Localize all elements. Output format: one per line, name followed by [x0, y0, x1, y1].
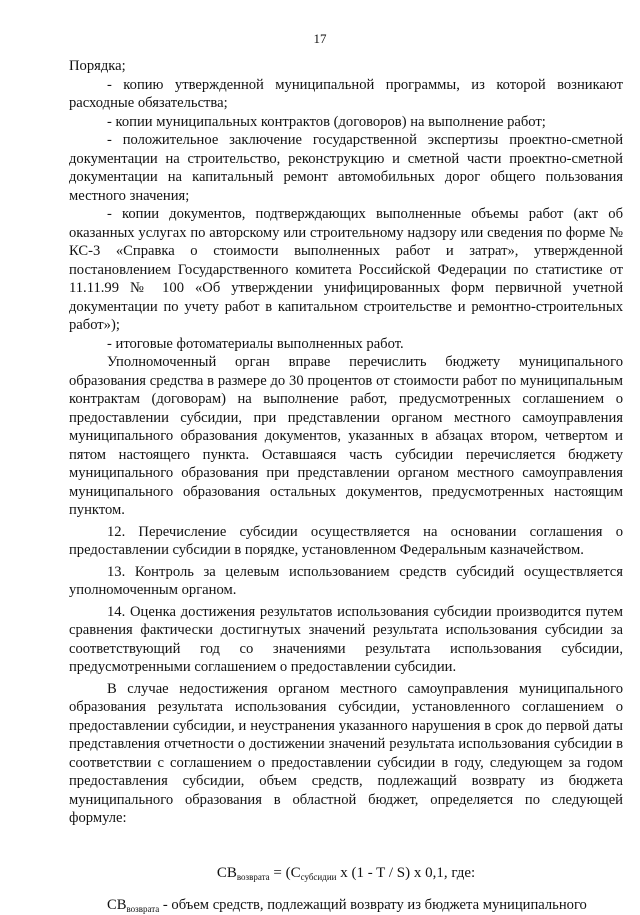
- list-item: - копии документов, подтверждающих выполненные объемы работ (акт об оказанных услугах по авторскому или строительному надзору или сведения по форме № КС-3 «Справка о стоимости выполненных работ и затрат», утвержденной постановлением Государственного комитета Российской Федерации по статистике от 11.11.99 № 100 «Об утверждении унифицированных форм первичной учетной документации по учету работ в капитальном строительстве и ремонтно-строительных работ»);: [69, 206, 623, 333]
- formula: [69, 864, 623, 883]
- paragraph: Уполномоченный орган вправе перечислить бюджету муниципального образования средства в размере до 30 процентов от стоимости работ по муниципальным контрактам (договорам) на выполнение работ, предусмотренных соглашением о предоставлении субсидии, при представлении органом местного самоуправления муниципального образования документов, указанных в абзацах втором, четвертом и пятом настоящего пункта. Оставшаяся часть субсидии перечисляется бюджету муниципального образования при представлении органом местного самоуправления муниципального образования остальных документов, предусмотренных настоящим пунктом.: [69, 354, 623, 518]
- formula-rest: x (1 - T / S) x 0,1, где:: [336, 864, 476, 881]
- page-number: 17: [313, 31, 327, 46]
- paragraph-12: 12. Перечисление субсидии осуществляется на основании соглашения о предоставлении субсидии в порядке, установленном Федеральным казначейством.: [69, 523, 623, 558]
- definition-term-subscript: возврата: [126, 904, 160, 914]
- formula-eq: = (С: [269, 864, 301, 881]
- definition-text: - объем средств, подлежащий возврату из бюджета муниципального: [159, 897, 587, 913]
- list-item: - копии муниципальных контрактов (договоров) на выполнение работ;: [107, 113, 546, 130]
- list-item: - итоговые фотоматериалы выполненных работ.: [107, 335, 404, 352]
- paragraph-14: 14. Оценка достижения результатов использования субсидии производится путем сравнения фактически достигнутых значений результата использования субсидии за соответствующий год со значениями результата использования субсидии, предусмотренными соглашением о предоставлении субсидии.: [69, 603, 623, 675]
- paragraph: Порядка;: [69, 58, 126, 74]
- list-item: - копию утвержденной муниципальной программы, из которой возникают расходные обязательства;: [69, 76, 623, 111]
- paragraph-13: 13. Контроль за целевым использованием средств субсидий осуществляется уполномоченным органом.: [69, 563, 623, 598]
- formula-c-subscript: субсидии: [300, 871, 337, 882]
- formula-definition: [69, 896, 623, 915]
- list-item: - положительное заключение государственной экспертизы проектно-сметной документации на строительство, реконструкцию и сметной части проектно-сметной документации на капитальный ремонт автомобильных дорог общего пользования местного значения;: [69, 132, 623, 204]
- paragraph: В случае недостижения органом местного самоуправления муниципального образования результата использования субсидии, установленного соглашением о предоставлении субсидии, и неустранения указанного нарушения в срок до первой даты представления отчетности о достижении значений результата использования субсидии в соответствии с соглашением о предоставлении субсидии в году, следующем за годом предоставления субсидии, объем средств, подлежащий возврату из бюджета муниципального образования в областной бюджет, определяется по следующей формуле:: [69, 680, 623, 826]
- formula-lhs-subscript: возврата: [236, 871, 270, 882]
- document-body: [69, 57, 623, 915]
- formula-lhs: СВ: [216, 864, 237, 881]
- definition-term: СВ: [107, 897, 127, 913]
